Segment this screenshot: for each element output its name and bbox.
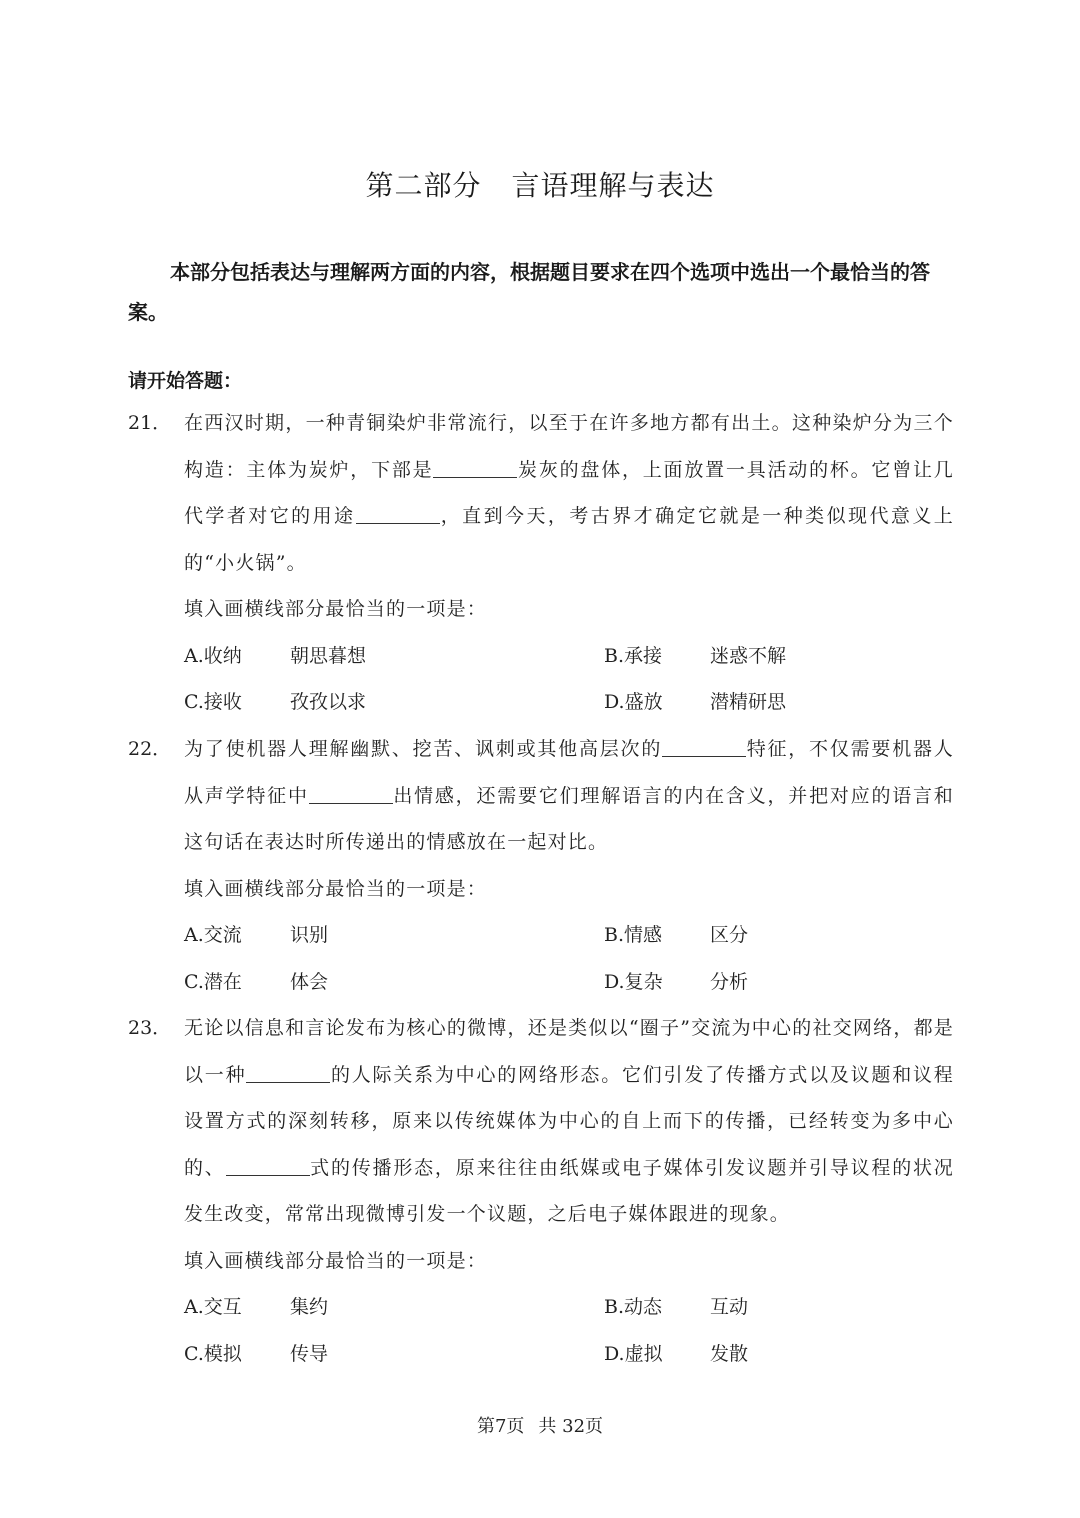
section-part: 第二部分 [365, 169, 482, 202]
section-instructions: 本部分包括表达与理解两方面的内容，根据题目要求在四个选项中选出一个最恰当的答案。 [128, 260, 930, 324]
question-prompt: 填入画横线部分最恰当的一项是： [184, 877, 488, 900]
option-b[interactable]: B.动态 互动 [604, 1296, 749, 1318]
answer-options [184, 912, 954, 1005]
section-title [0, 164, 1080, 204]
stem-text: 在西汉时期，一种青铜染炉非常流行，以至于在许多地方都有出土。这种染炉分为三个构造：主体为炭炉，下部是 [184, 412, 954, 481]
start-label: 请开始答题： [128, 370, 243, 392]
option-d[interactable]: D.盛放 潜精研思 [604, 691, 787, 713]
answer-options [184, 633, 954, 726]
stem-text: 的人际关系为中心的网络形态。它们引发了传播方式以及议题和议程设置方式的深刻转移，原来以传统媒体为中心的自上而下的传播，已经转变为多中心的、 [184, 1063, 954, 1179]
question-prompt: 填入画横线部分最恰当的一项是： [184, 598, 488, 620]
answer-blank [226, 1151, 310, 1176]
answer-blank [246, 1058, 330, 1083]
option-a[interactable]: A.交流 识别 [184, 924, 329, 946]
option-c[interactable]: C.接收 孜孜以求 [184, 691, 367, 713]
section-name: 言语理解与表达 [511, 169, 715, 202]
question-number: 21． [128, 412, 172, 434]
stem-text: 炭灰的盘体，上面放置一具活动的杯。它曾让几代学者对它的用途 [184, 458, 954, 527]
stem-text: 出情感，还需要它们理解语言的内在含义，并把对应的语言和这句话在表达时所传递出的情感放在一起对比。 [184, 784, 955, 853]
question-stem [184, 1005, 954, 1238]
answer-options [184, 1284, 954, 1377]
option-a[interactable]: A.收纳 朝思暮想 [184, 644, 367, 667]
stem-text: 无论以信息和言论发布为核心的微博，还是类似以“圈子”交流为中心的社交网络，都是以一种 [184, 1017, 954, 1086]
question-23 [128, 1005, 954, 1377]
answer-blank [356, 499, 440, 524]
page-footer [0, 1412, 1080, 1438]
answer-blank [309, 779, 393, 804]
option-d[interactable]: D.虚拟 发散 [604, 1342, 749, 1365]
option-d[interactable]: D.复杂 分析 [604, 970, 749, 993]
option-a[interactable]: A.交互 集约 [184, 1296, 329, 1318]
question-22 [128, 726, 954, 1005]
answer-blank [662, 732, 746, 757]
stem-text: 式的传播形态，原来往往由纸媒或电子媒体引发议题并引导议程的状况发生改变，常常出现微博引发一个议题，之后电子媒体跟进的现象。 [184, 1156, 954, 1225]
option-c[interactable]: C.模拟 传导 [184, 1342, 329, 1365]
question-stem [184, 726, 954, 866]
option-b[interactable]: B.情感 区分 [604, 924, 749, 946]
stem-text: 特征，不仅需要机器人从声学特征中 [184, 738, 954, 807]
page-number: 第7页 [476, 1416, 525, 1437]
question-21 [128, 400, 954, 726]
page-total: 共 32页 [538, 1416, 604, 1437]
option-b[interactable]: B.承接 迷惑不解 [604, 644, 787, 667]
question-number: 22． [128, 738, 172, 760]
stem-text: ，直到今天，考古界才确定它就是一种类似现代意义上的“小火锅”。 [184, 505, 954, 574]
stem-text: 为了使机器人理解幽默、挖苦、讽刺或其他高层次的 [184, 738, 663, 760]
answer-blank [433, 453, 517, 478]
question-prompt: 填入画横线部分最恰当的一项是： [184, 1249, 488, 1272]
question-stem [184, 400, 954, 586]
question-number: 23． [128, 1017, 172, 1039]
option-c[interactable]: C.潜在 体会 [184, 970, 329, 993]
